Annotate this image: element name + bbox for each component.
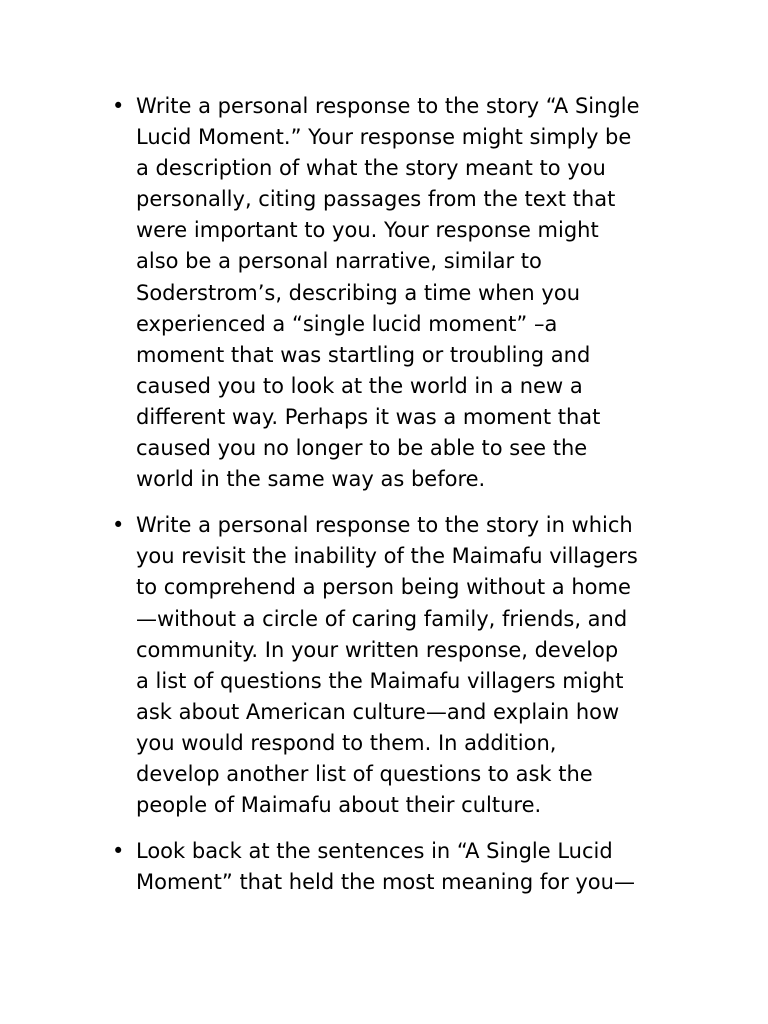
bullet-item-meaningful-sentences bbox=[112, 836, 696, 898]
assignment-bullet-list bbox=[112, 91, 702, 913]
bullet-item-personal-response bbox=[112, 91, 696, 495]
bullet-icon: • bbox=[112, 839, 125, 864]
bullet-item-maimafu-questions bbox=[112, 510, 696, 821]
bullet-icon: • bbox=[112, 513, 125, 538]
bullet-text: Look back at the sentences in “A Single Lucid Moment” that held the most meaning for you— bbox=[136, 839, 635, 895]
bullet-icon: • bbox=[112, 94, 125, 118]
bullet-text: Write a personal response to the story in which you revisit the inability of the Maimafu villagers to comprehend a person being without a home —without a circle of caring family, friends, and community. In your written response, develop a list of questions the Maimafu villagers might ask about American culture—and explain how you would respond to them. In addition, develop another list of questions to ask the people of Maimafu about their culture. bbox=[136, 513, 638, 818]
bullet-text: Write a personal response to the story “A Single Lucid Moment.” Your response might simply be a description of what the story meant to you personally, citing passages from the text that were important to you. Your response might also be a personal narrative, similar to Soderstrom’s, describing a time when you experienced a “single lucid moment” –a moment that was startling or troubling and caused you to look at the world in a new a different way. Perhaps it was a moment that caused you no longer to be able to see the world in the same way as before. bbox=[136, 94, 640, 492]
